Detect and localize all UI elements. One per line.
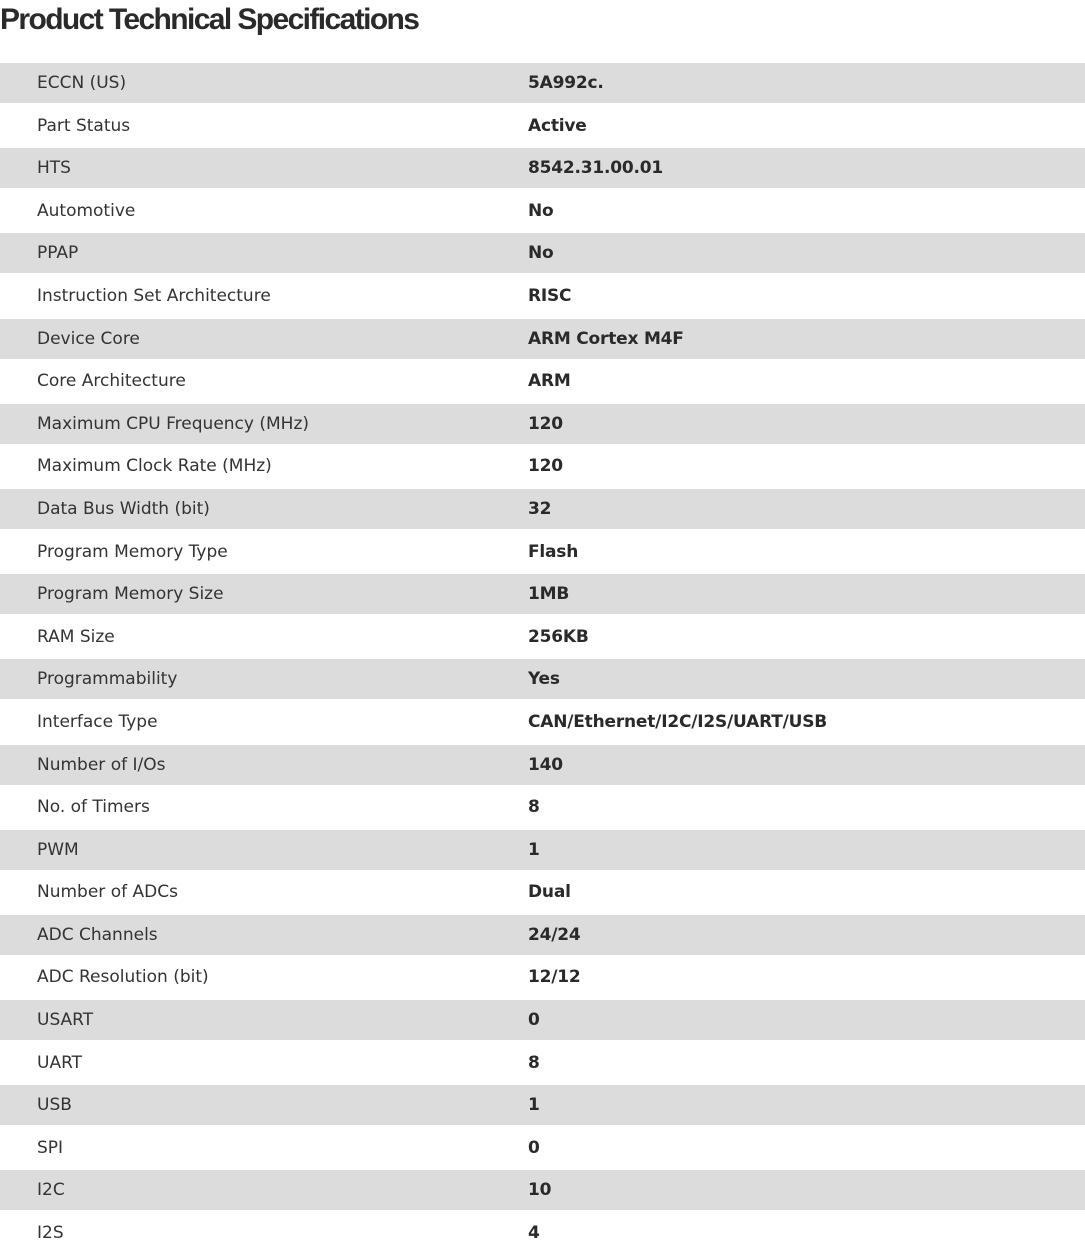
spec-label: Program Memory Type xyxy=(37,541,228,562)
spec-label: I2S xyxy=(37,1223,64,1244)
spec-row xyxy=(0,489,1085,529)
spec-row xyxy=(0,444,1085,489)
spec-row xyxy=(0,830,1085,870)
spec-row xyxy=(0,188,1085,233)
spec-label: No. of Timers xyxy=(37,797,150,818)
spec-label: HTS xyxy=(37,158,71,179)
spec-value: CAN/Ethernet/I2C/I2S/UART/USB xyxy=(528,711,828,732)
spec-label: Core Architecture xyxy=(37,371,186,392)
spec-row xyxy=(0,529,1085,574)
spec-row xyxy=(0,574,1085,614)
spec-row xyxy=(0,1000,1085,1040)
spec-label: Part Status xyxy=(37,115,131,136)
spec-row xyxy=(0,148,1085,188)
spec-label: I2C xyxy=(37,1180,65,1201)
spec-value: No xyxy=(528,243,554,264)
spec-label: PPAP xyxy=(37,243,79,264)
spec-value: Active xyxy=(528,115,587,136)
spec-value: 8 xyxy=(528,1052,540,1073)
spec-label: SPI xyxy=(37,1137,64,1158)
spec-label: ADC Resolution (bit) xyxy=(37,967,209,988)
page-title: Product Technical Specifications xyxy=(0,3,419,36)
spec-label: USB xyxy=(37,1095,72,1116)
spec-value: ARM xyxy=(528,371,571,392)
spec-value: 0 xyxy=(528,1137,540,1158)
spec-value: Dual xyxy=(528,882,571,903)
spec-row xyxy=(0,63,1085,103)
spec-value: No xyxy=(528,200,554,221)
spec-label: Programmability xyxy=(37,669,178,690)
spec-value: 12/12 xyxy=(528,967,581,988)
spec-value: 24/24 xyxy=(528,924,581,945)
spec-row xyxy=(0,1170,1085,1210)
spec-row xyxy=(0,233,1085,273)
spec-value: RISC xyxy=(528,285,572,306)
spec-row xyxy=(0,915,1085,955)
spec-value: 120 xyxy=(528,413,563,434)
spec-label: UART xyxy=(37,1052,83,1073)
spec-row xyxy=(0,1085,1085,1125)
spec-label: Program Memory Size xyxy=(37,584,224,605)
spec-row xyxy=(0,103,1085,148)
spec-label: Number of ADCs xyxy=(37,882,178,903)
spec-value: 4 xyxy=(528,1223,540,1244)
spec-label: Number of I/Os xyxy=(37,754,166,775)
spec-row xyxy=(0,699,1085,744)
spec-row xyxy=(0,319,1085,359)
spec-label: Automotive xyxy=(37,200,136,221)
spec-label: PWM xyxy=(37,839,79,860)
spec-label: Instruction Set Architecture xyxy=(37,285,271,306)
spec-value: 120 xyxy=(528,456,563,477)
spec-label: USART xyxy=(37,1010,94,1031)
spec-value: 10 xyxy=(528,1180,552,1201)
spec-row xyxy=(0,1125,1085,1170)
spec-value: Flash xyxy=(528,541,579,562)
spec-label: Maximum CPU Frequency (MHz) xyxy=(37,413,309,434)
spec-label: Maximum Clock Rate (MHz) xyxy=(37,456,272,477)
spec-value: 8542.31.00.01 xyxy=(528,158,664,179)
spec-label: Interface Type xyxy=(37,711,158,732)
spec-label: Data Bus Width (bit) xyxy=(37,498,210,519)
spec-row xyxy=(0,614,1085,659)
spec-value: 0 xyxy=(528,1010,540,1031)
spec-row xyxy=(0,785,1085,830)
spec-value: 256KB xyxy=(528,626,589,647)
spec-value: ARM Cortex M4F xyxy=(528,328,684,349)
spec-value: 1 xyxy=(528,1095,540,1116)
spec-row xyxy=(0,1040,1085,1085)
spec-label: ADC Channels xyxy=(37,924,158,945)
spec-table xyxy=(0,63,1085,1256)
spec-row xyxy=(0,955,1085,1000)
spec-row xyxy=(0,745,1085,785)
spec-row xyxy=(0,359,1085,404)
spec-value: 1MB xyxy=(528,584,570,605)
spec-value: 8 xyxy=(528,797,540,818)
spec-value: 140 xyxy=(528,754,563,775)
spec-label: RAM Size xyxy=(37,626,115,647)
spec-label: ECCN (US) xyxy=(37,73,127,93)
spec-row xyxy=(0,273,1085,318)
spec-value: 32 xyxy=(528,498,552,519)
spec-label: Device Core xyxy=(37,328,140,349)
spec-value: Yes xyxy=(528,669,560,690)
spec-value: 5A992c. xyxy=(528,73,604,93)
spec-row xyxy=(0,870,1085,915)
spec-value: 1 xyxy=(528,839,540,860)
spec-row xyxy=(0,659,1085,699)
spec-row xyxy=(0,1210,1085,1255)
spec-row xyxy=(0,404,1085,444)
